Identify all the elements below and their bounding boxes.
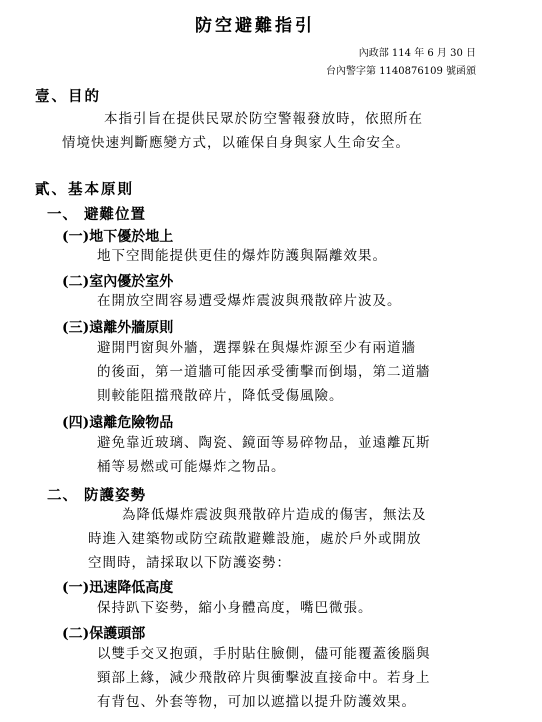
item-2-text	[97, 289, 402, 313]
paragraph-line: 以雙手交叉抱頭，手肘貼住臉側，儘可能覆蓋後腦與	[97, 646, 431, 662]
paragraph-line: 避開門窗與外牆，選擇躲在與爆炸源至少有兩道牆	[97, 340, 416, 356]
paragraph-line: 為降低爆炸震波與飛散碎片造成的傷害，無法及	[122, 507, 427, 523]
paragraph-line: 情境快速判斷應變方式，以確保自身與家人生命安全。	[62, 135, 410, 151]
item-3-label: (三)遠離外牆原則	[62, 320, 174, 336]
subsection-2-paragraph	[88, 503, 427, 575]
paragraph-line: 則較能阻擋飛散碎片，降低受傷風險。	[97, 388, 344, 404]
paragraph-line: 頸部上緣，減少飛散碎片與衝擊波直接命中。若身上	[97, 670, 431, 686]
document-title: 防空避難指引	[195, 16, 315, 36]
subsection-1-heading: 一、 避難位置	[47, 206, 147, 223]
paragraph-line: 避免靠近玻璃、陶瓷、鏡面等易碎物品，並遠離瓦斯	[97, 435, 431, 451]
posture-item-2-label: (二)保護頭部	[62, 626, 146, 642]
item-1-text	[97, 244, 387, 268]
item-3-text	[97, 336, 431, 408]
paragraph-line: 桶等易燃或可能爆炸之物品。	[97, 459, 286, 475]
paragraph-line: 有背包、外套等物，可加以遮擋以提升防護效果。	[97, 694, 416, 710]
posture-item-2-text	[97, 642, 431, 714]
posture-item-1-label: (一)迅速降低高度	[62, 580, 174, 596]
paragraph-line: 在開放空間容易遭受爆炸震波與飛散碎片波及。	[97, 293, 402, 309]
paragraph-line: 時進入建築物或防空疏散避難設施，處於戶外或開放	[88, 531, 422, 547]
section-1-heading: 壹、目的	[35, 88, 101, 105]
item-4-label: (四)遠離危險物品	[62, 415, 174, 431]
section-2-heading: 貳、基本原則	[35, 181, 134, 198]
paragraph-line: 本指引旨在提供民眾於防空警報發放時，依照所在	[104, 111, 423, 127]
subsection-2-heading: 二、 防護姿勢	[47, 487, 147, 504]
paragraph-line: 地下空間能提供更佳的爆炸防護與隔離效果。	[97, 248, 387, 264]
item-2-label: (二)室內優於室外	[62, 274, 174, 290]
posture-item-1-text	[97, 596, 373, 620]
item-4-text	[97, 431, 431, 479]
paragraph-line: 保持趴下姿勢，縮小身體高度，嘴巴微張。	[97, 600, 373, 616]
section-1-paragraph	[62, 107, 423, 155]
paragraph-line: 的後面，第一道牆可能因承受衝擊而倒塌，第二道牆	[97, 364, 431, 380]
paragraph-line: 空間時，請採取以下防護姿勢：	[88, 555, 291, 571]
item-1-label: (一)地下優於地上	[62, 229, 174, 245]
issuer-date-line: 內政部 114 年 6 月 30 日	[358, 48, 476, 59]
reference-number-line: 台內警字第 1140876109 號函頒	[326, 66, 476, 77]
